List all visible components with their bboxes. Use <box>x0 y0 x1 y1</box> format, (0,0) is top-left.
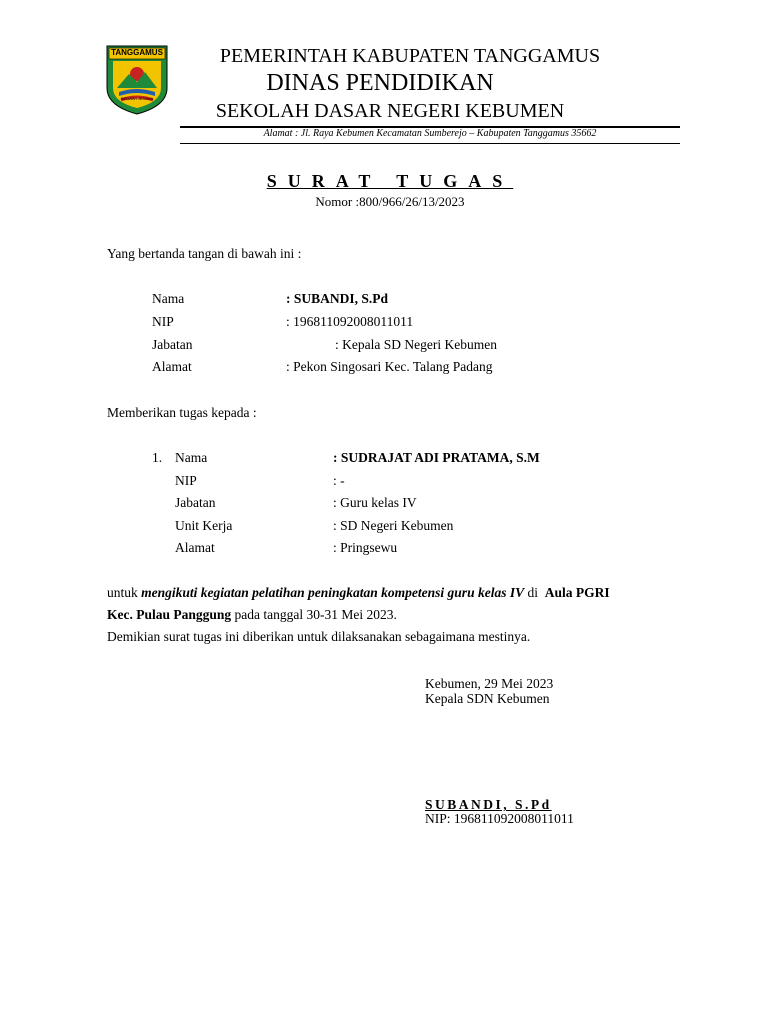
signer-value: : Pekon Singosari Kec. Talang Padang <box>286 359 493 374</box>
purpose-venue-2: Kec. Pulau Panggung <box>107 607 232 622</box>
header-government: PEMERINTAH KABUPATEN TANGGAMUS <box>219 45 601 67</box>
purpose-at: di <box>524 585 545 600</box>
intro-text: Yang bertanda tangan di bawah ini : <box>107 246 302 261</box>
signature-position: Kepala SDN Kebumen <box>425 691 550 706</box>
header-address: Alamat : Jl. Raya Kebumen Kecamatan Sumberejo – Kabupaten Tanggamus 35662 <box>263 128 597 139</box>
assignee-label: NIP <box>175 473 197 488</box>
assignee-value: : - <box>333 473 345 488</box>
regency-emblem <box>105 44 169 116</box>
purpose-date: pada tanggal 30-31 Mei 2023. <box>231 607 397 622</box>
purpose-venue-1: Aula PGRI <box>544 585 610 600</box>
document-number: Nomor :800/966/26/13/2023 <box>315 194 465 209</box>
header-rule-bottom <box>180 143 680 144</box>
assignee-value: : SUDRAJAT ADI PRATAMA, S.M <box>333 450 540 465</box>
assignee-label: Alamat <box>175 540 215 555</box>
purpose-paragraph <box>107 582 687 648</box>
signer-label: Jabatan <box>152 337 193 352</box>
closing-text: Demikian surat tugas ini diberikan untuk dilaksanakan sebagaimana mestinya. <box>107 629 531 644</box>
signature-name: SUBANDI, S.Pd <box>425 797 552 812</box>
signature-nip: NIP: 196811092008011011 <box>425 811 574 826</box>
header-department: DINAS PENDIDIKAN <box>266 70 494 96</box>
signer-value: : Kepala SD Negeri Kebumen <box>335 337 497 352</box>
assignee-label: Jabatan <box>175 495 216 510</box>
signer-label: NIP <box>152 314 174 329</box>
assignee-value: : SD Negeri Kebumen <box>333 518 454 533</box>
signer-value: : SUBANDI, S.Pd <box>286 291 389 306</box>
header-school: SEKOLAH DASAR NEGERI KEBUMEN <box>215 100 565 122</box>
assignee-label: Nama <box>175 450 208 465</box>
signer-label: Alamat <box>152 359 192 374</box>
purpose-activity: mengikuti kegiatan pelatihan peningkatan kompetensi guru kelas IV <box>141 585 525 600</box>
logo-motto-text: BEGAWI JEJAMA <box>120 96 154 101</box>
purpose-prefix: untuk <box>107 585 142 600</box>
signature-place-date: Kebumen, 29 Mei 2023 <box>425 676 554 691</box>
document-title: SURAT TUGAS <box>266 171 514 191</box>
assignee-value: : Guru kelas IV <box>333 495 417 510</box>
signer-label: Nama <box>152 291 185 306</box>
assignee-number: 1. <box>152 450 163 465</box>
signer-value: : 196811092008011011 <box>286 314 414 329</box>
logo-name-text: TANGGAMUS <box>111 48 163 57</box>
assignee-value: : Pringsewu <box>333 540 398 555</box>
assign-intro-text: Memberikan tugas kepada : <box>107 405 257 420</box>
assignee-label: Unit Kerja <box>175 518 233 533</box>
